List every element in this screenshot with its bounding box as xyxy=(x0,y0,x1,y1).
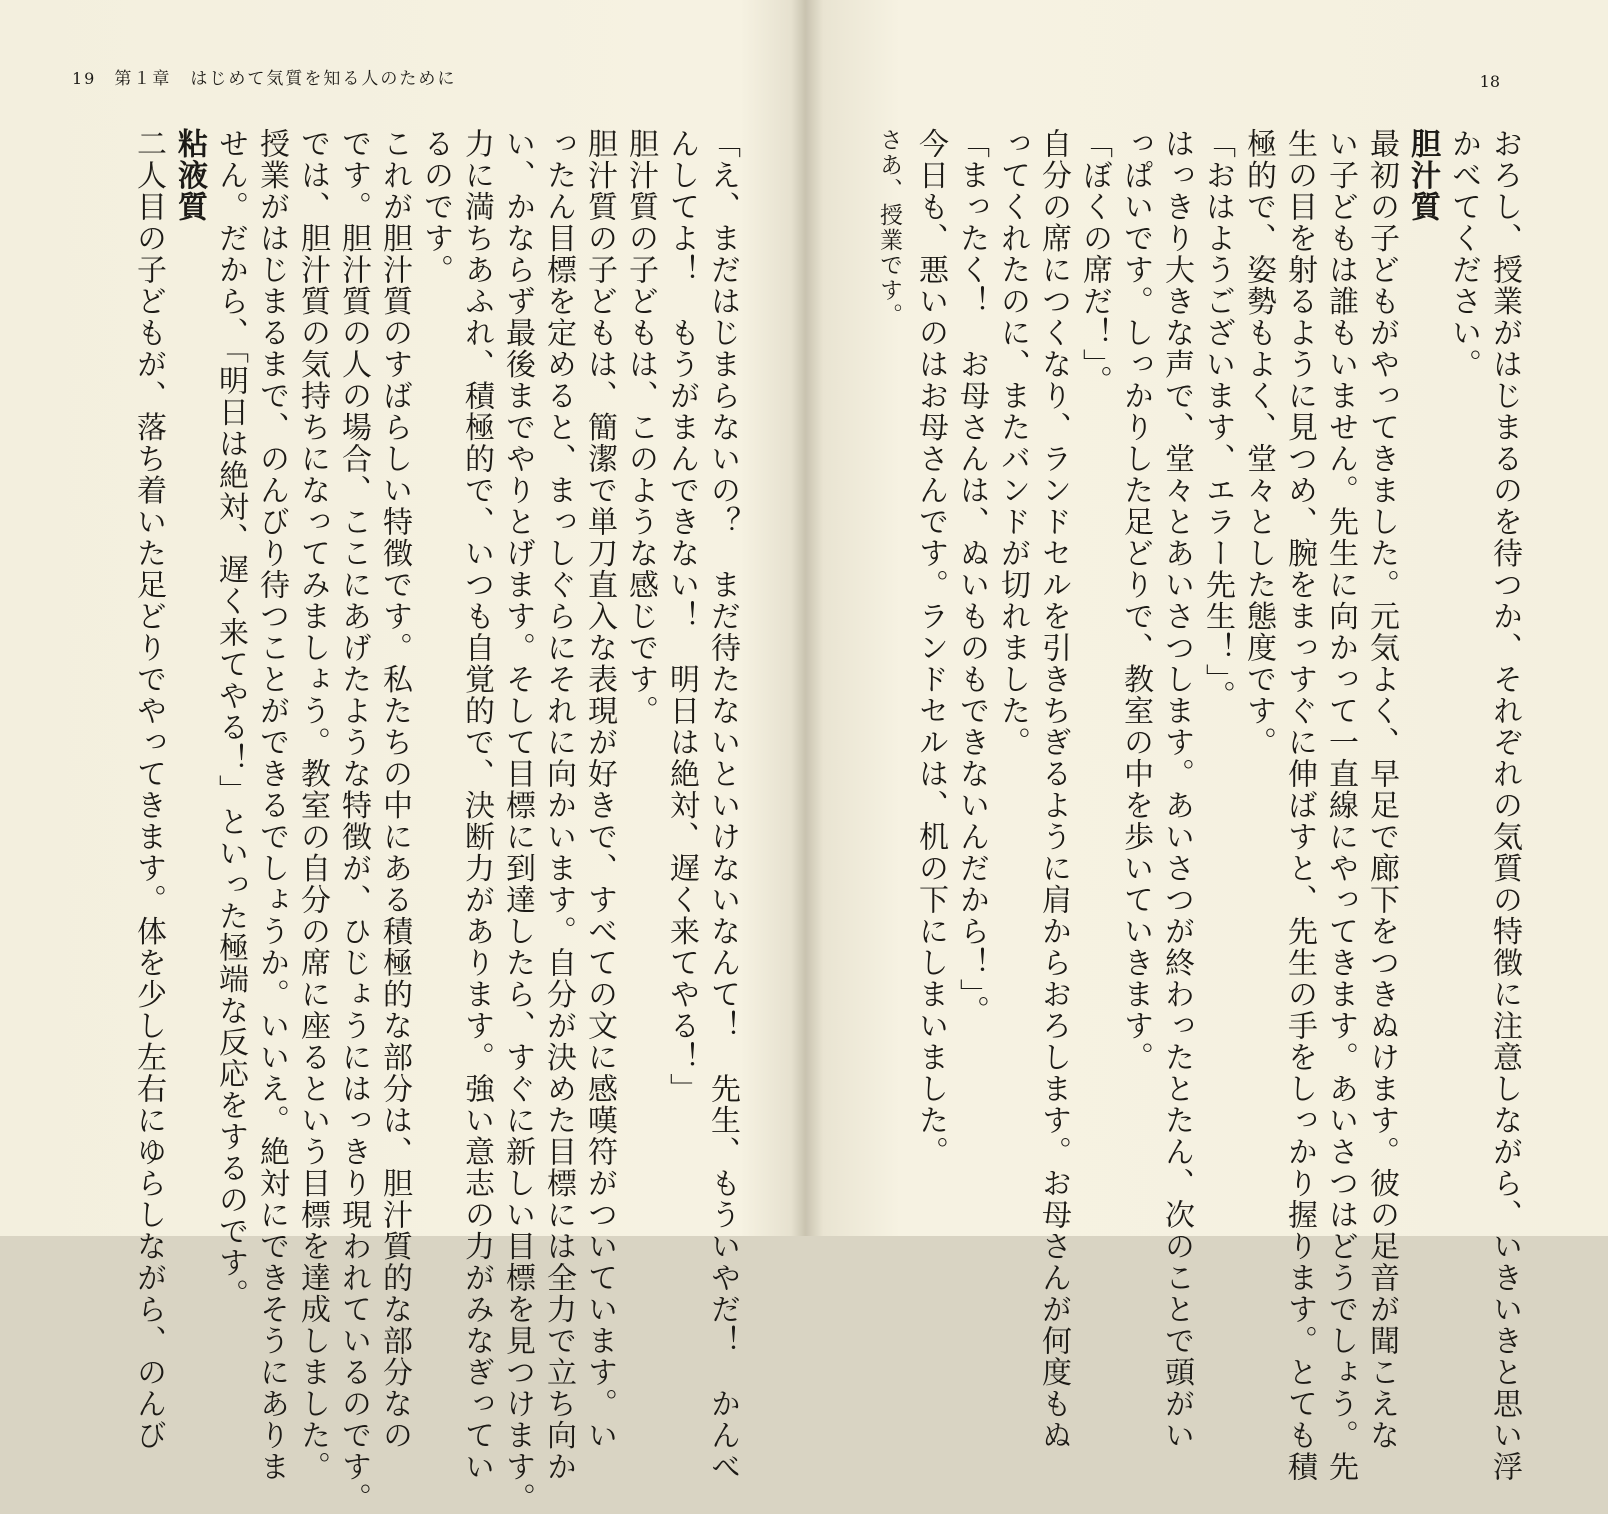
text-line: 生の目を射るように見つめ、腕をまっすぐに伸ばすと、先生の手をしっかり握ります。とても積 xyxy=(1282,128,1317,1483)
section-heading-choleric: 胆汁質 xyxy=(1405,128,1440,223)
text-line: 極的で、姿勢もよく、堂々とした態度です。 xyxy=(1241,128,1276,758)
text-line: 「まったく！ お母さんは、ぬいものもできないんだから！」。 xyxy=(954,128,989,1027)
text-line: かべてください。 xyxy=(1446,128,1481,380)
text-line: です。胆汁質の人の場合、ここにあげたような特徴が、ひじょうにはっきり現われているのです。 xyxy=(336,128,371,1514)
text-line: では、胆汁質の気持ちになってみましょう。教室の自分の席に座るという目標を達成しました。 xyxy=(295,128,330,1483)
right-page xyxy=(808,0,1608,1483)
chapter-title: 第１章 はじめて気質を知る人のために xyxy=(114,69,457,89)
text-line: い子どもは誰もいません。先生に向かって一直線にやってきます。あいさつはどうでしょう。先 xyxy=(1323,128,1358,1483)
page-number-left: 19 xyxy=(72,69,97,88)
text-line: はっきり大きな声で、堂々とあいさつします。あいさつが終わったとたん、次のことで頭がい xyxy=(1159,128,1194,1451)
text-line: さあ、授業です。 xyxy=(876,128,902,328)
text-line: い、かならず最後までやりとげます。そして目標に到達したら、すぐに新しい目標を見つけます。 xyxy=(500,128,535,1514)
text-line: おろし、授業がはじまるのを待つか、それぞれの気質の特徴に注意しながら、いきいきと思い浮 xyxy=(1487,128,1522,1483)
text-line: 自分の席につくなり、ランドセルを引きちぎるように肩からおろします。お母さんが何度もぬ xyxy=(1036,128,1071,1451)
text-line: ったん目標を定めると、まっしぐらにそれに向かいます。自分が決めた目標には全力で立ち向か xyxy=(541,128,576,1483)
text-line: 授業がはじまるまで、のんびり待つことができるでしょうか。いいえ。絶対にできそうにありま xyxy=(254,128,289,1483)
text-line: んしてよ！ もうがまんできない！ 明日は絶対、遅く来てやる！」 xyxy=(664,128,699,1105)
section-heading-phlegmatic: 粘液質 xyxy=(172,128,207,223)
left-page xyxy=(0,0,800,1514)
left-text-body xyxy=(131,128,740,1514)
text-line: 「おはようございます、エラー先生！」。 xyxy=(1200,128,1235,712)
text-line: 二人目の子どもが、落ち着いた足どりでやってきます。体を少し左右にゆらしながら、のんび xyxy=(131,128,166,1451)
text-line: 胆汁質の子どもは、簡潔で単刀直入な表現が好きで、すべての文に感嘆符がついています。い xyxy=(582,128,617,1451)
right-text-body xyxy=(873,128,1522,1483)
text-line: 「ぼくの席だ！」。 xyxy=(1077,128,1112,397)
text-line: 力に満ちあふれ、積極的で、いつも自覚的で、決断力があります。強い意志の力がみなぎってい xyxy=(459,128,494,1483)
text-line: 最初の子どもがやってきました。元気よく、早足で廊下をつきぬけます。彼の足音が聞こえな xyxy=(1364,128,1399,1451)
text-line: せん。だから、「明日は絶対、遅く来てやる！」といった極端な反応をするのです。 xyxy=(213,128,248,1310)
running-header xyxy=(72,64,456,89)
text-line: っぱいです。しっかりした足どりで、教室の中を歩いていきます。 xyxy=(1118,128,1153,1073)
text-line: 「え、まだはじまらないの？ まだ待たないといけないなんて！ 先生、もういやだ！ かんべ xyxy=(705,128,740,1483)
text-line: るのです。 xyxy=(418,128,453,286)
text-line: これが胆汁質のすばらしい特徴です。私たちの中にある積極的な部分は、胆汁質的な部分なの xyxy=(377,128,412,1451)
text-line: 胆汁質の子どもは、このような感じです。 xyxy=(623,128,658,727)
text-line: 今日も、悪いのはお母さんです。ランドセルは、机の下にしまいました。 xyxy=(913,128,948,1168)
text-line: ってくれたのに、またバンドが切れました。 xyxy=(995,128,1030,758)
page-number-right: 18 xyxy=(1479,72,1500,91)
